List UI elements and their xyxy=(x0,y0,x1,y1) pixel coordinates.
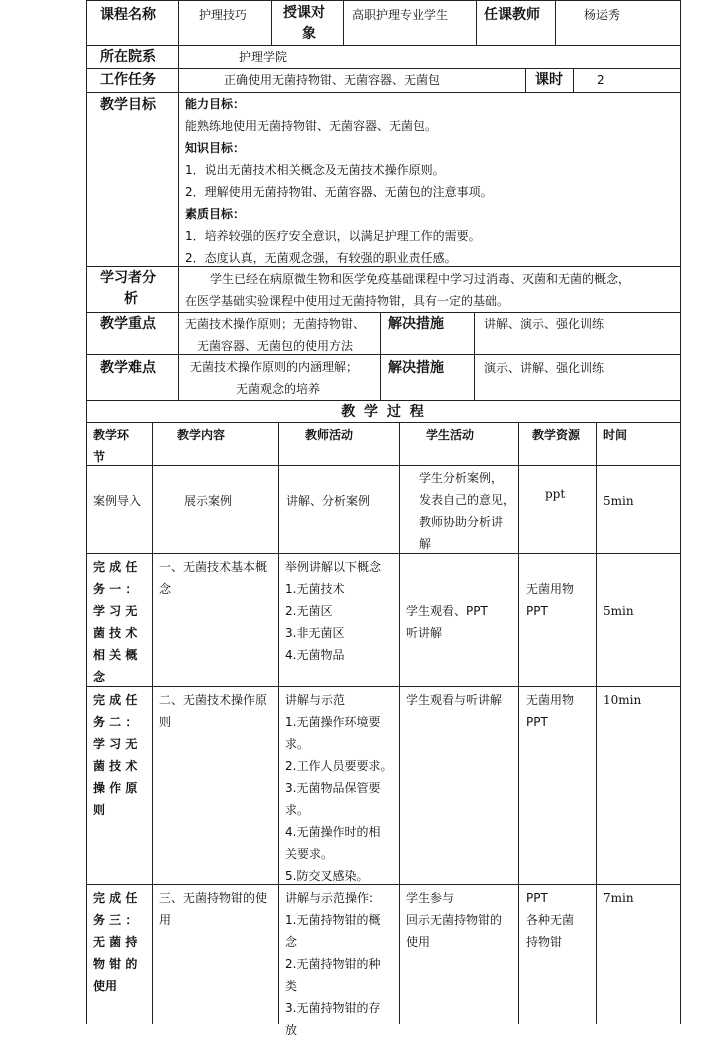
row1-stage: 完 成 任 务 一 ： 学 习 无 菌 技 术 相 关 概 念 xyxy=(93,560,138,684)
goals-label: 教学目标 xyxy=(100,97,156,113)
col-header-time: 时间 xyxy=(603,428,628,442)
difficulty-measure: 演示、讲解、强化训练 xyxy=(484,361,605,375)
row3-content: 三、无菌持物钳的使 用 xyxy=(159,891,268,927)
course-name-label: 课程名称 xyxy=(100,7,156,23)
col-header-stage: 教学环 节 xyxy=(93,428,130,464)
learner-label: 学习者分 析 xyxy=(100,270,156,307)
col-header-content: 教学内容 xyxy=(177,428,226,442)
teacher-label: 任课教师 xyxy=(484,7,540,23)
col-header-teacher: 教师活动 xyxy=(305,428,354,442)
row3-student: 学生参与 回示无菌持物钳的 使用 xyxy=(406,891,503,949)
row0-time: 5min xyxy=(603,494,634,508)
row0-student: 学生分析案例， 发表自己的意见， 教师协助分析讲 解 xyxy=(419,471,516,551)
row0-resource: ppt xyxy=(545,487,566,501)
hours-label: 课时 xyxy=(535,72,563,88)
dept-value: 护理学院 xyxy=(239,50,288,64)
row3-time: 7min xyxy=(603,891,634,905)
task-label: 工作任务 xyxy=(100,72,156,88)
row0-teacher: 讲解、分析案例 xyxy=(286,494,371,508)
row0-content: 展示案例 xyxy=(184,494,233,508)
row3-teacher: 讲解与示范操作: 1.无菌持物钳的概 念 2.无菌持物钳的种 类 3.无菌持物钳的存 放 xyxy=(285,891,381,1037)
row1-resource: 无菌用物 PPT xyxy=(526,582,575,618)
key-label: 教学重点 xyxy=(100,316,156,332)
row2-student: 学生观看与听讲解 xyxy=(406,693,503,707)
process-title: 教 学 过 程 xyxy=(341,404,426,420)
task-value: 正确使用无菌持物钳、无菌容器、无菌包 xyxy=(224,73,441,87)
col-header-resource: 教学资源 xyxy=(532,428,581,442)
difficulty-label: 教学难点 xyxy=(100,360,156,376)
row1-teacher: 举例讲解以下概念 1.无菌技术 2.无菌区 3.非无菌区 4.无菌物品 xyxy=(285,560,382,662)
goals-content: 能力目标： 能熟练地使用无菌持物钳、无菌容器、无菌包。 知识目标： 1．说出无菌技术相关概念及无菌技术操作原则。 2．理解使用无菌持物钳、无菌容器、无菌包的注意事项。 素质目标： 1．培养较强的医疗安全意识，以满足护理工作的需要。 2．态度认真，无菌观念强，有较强的职业责任感。 xyxy=(185,97,493,265)
row1-content: 一、无菌技术基本概 念 xyxy=(159,560,268,596)
key-measure-label: 解决措施 xyxy=(388,316,444,332)
course-name-value: 护理技巧 xyxy=(199,8,248,22)
learner-content: 学生已经在病原微生物和医学免疫基础课程中学习过消毒、灭菌和无菌的概念， 在医学基础实验课程中使用过无菌持物钳，具有一定的基础。 xyxy=(185,272,631,308)
row3-stage: 完 成 任 务 三 ： 无 菌 持 物 钳 的 使用 xyxy=(93,891,138,993)
row2-content: 二、无菌技术操作原 则 xyxy=(159,693,268,729)
row2-stage: 完 成 任 务 二 ： 学 习 无 菌 技 术 操 作 原 则 xyxy=(93,693,138,817)
key-content: 无菌技术操作原则；无菌持物钳、 无菌容器、无菌包的使用方法 xyxy=(185,317,366,353)
row3-resource: PPT 各种无菌 持物钳 xyxy=(526,891,575,949)
row1-student: 学生观看、PPT 听讲解 xyxy=(406,604,488,640)
difficulty-content: 无菌技术操作原则的内涵理解； 无菌观念的培养 xyxy=(190,360,359,396)
col-header-student: 学生活动 xyxy=(426,428,475,442)
key-measure: 讲解、演示、强化训练 xyxy=(484,317,605,331)
dept-label: 所在院系 xyxy=(100,49,156,65)
row2-time: 10min xyxy=(603,693,642,707)
hours-value: 2 xyxy=(597,73,605,87)
difficulty-measure-label: 解决措施 xyxy=(388,360,444,376)
audience-label: 授课对 象 xyxy=(283,5,325,42)
row2-resource: 无菌用物 PPT xyxy=(526,693,575,729)
row2-teacher: 讲解与示范 1.无菌操作环境要 求。 2.工作人员要要求。 3.无菌物品保管要 求。 4.无菌操作时的相 关要求。 5.防交叉感染。 xyxy=(285,693,393,883)
row0-stage: 案例导入 xyxy=(93,494,142,508)
teacher-value: 杨运秀 xyxy=(584,8,621,22)
audience-value: 高职护理专业学生 xyxy=(352,8,449,22)
row1-time: 5min xyxy=(603,604,634,618)
